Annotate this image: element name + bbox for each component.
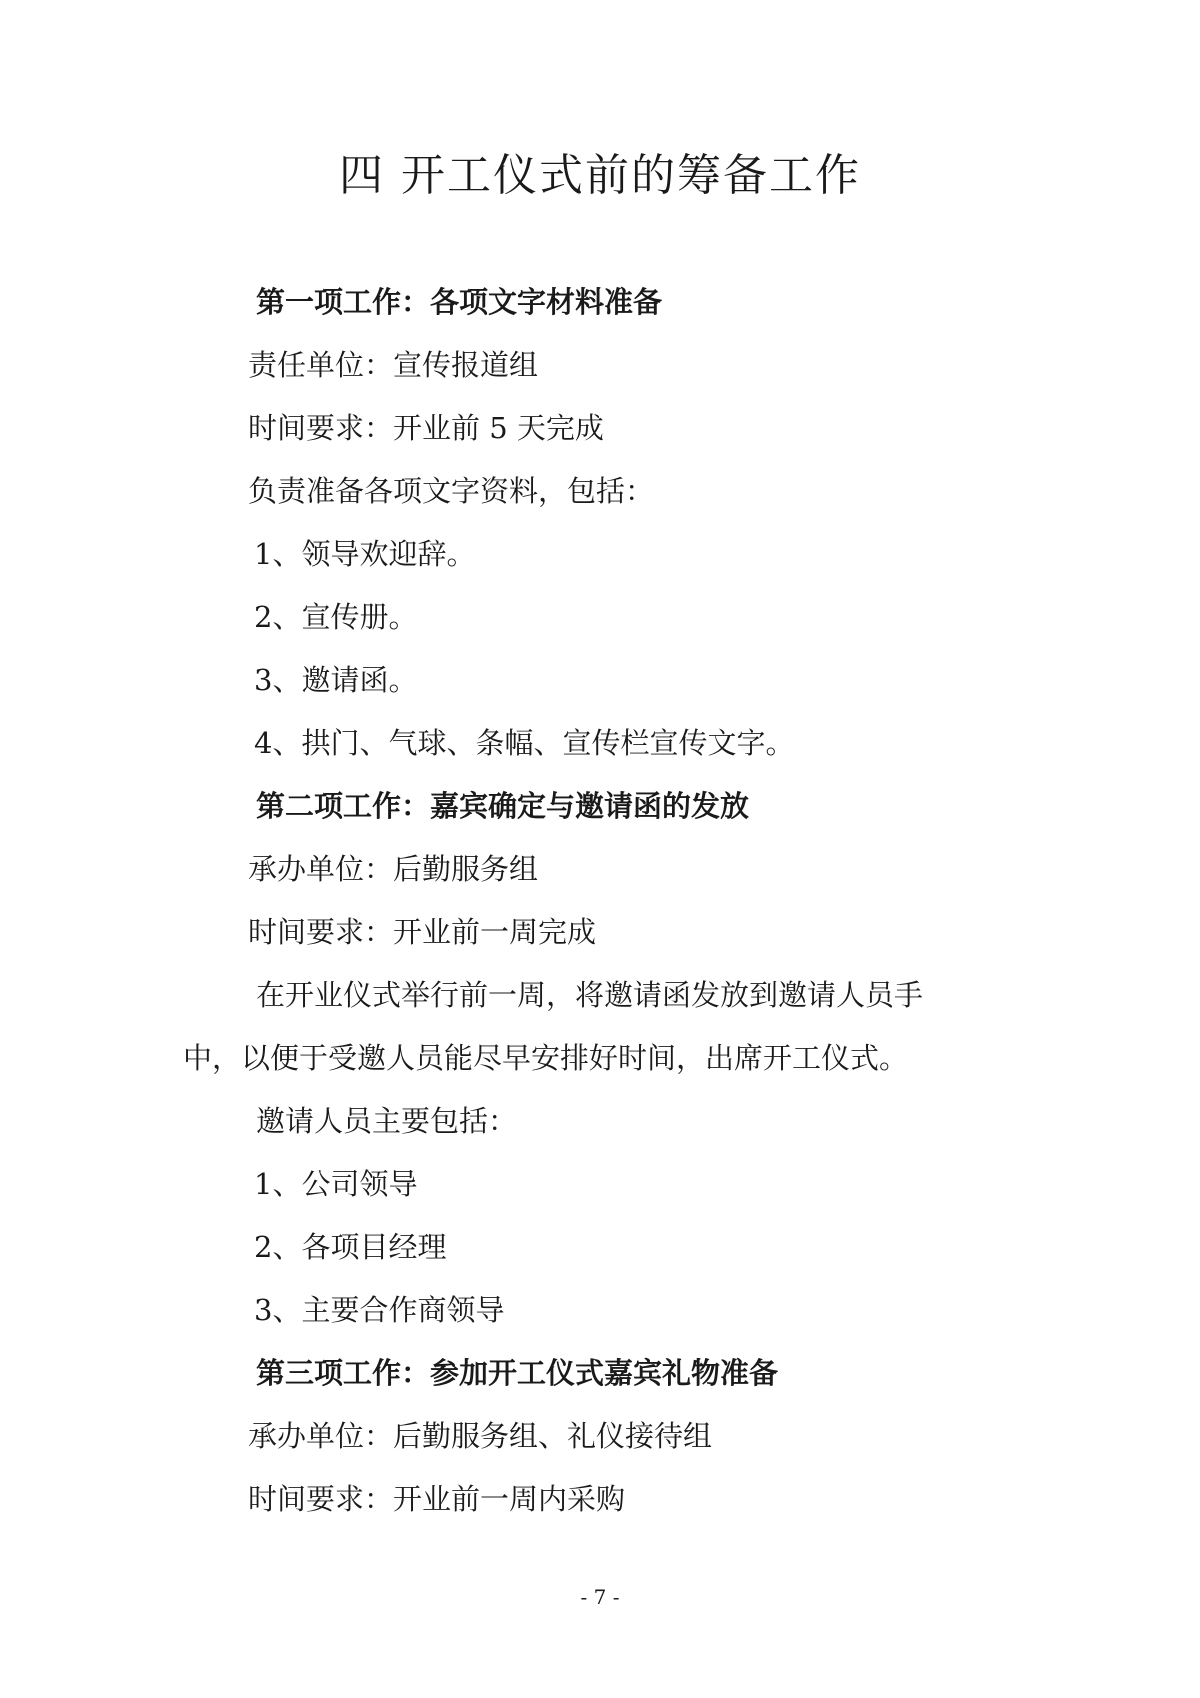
list-item: 1、公司领导 bbox=[254, 1167, 418, 1201]
time-requirement: 时间要求：开业前 5 天完成 bbox=[248, 411, 604, 445]
time-requirement: 时间要求：开业前一周完成 bbox=[248, 915, 597, 949]
paragraph-line: 中，以便于受邀人员能尽早安排好时间，出席开工仪式。 bbox=[183, 1041, 909, 1075]
paragraph-line: 在开业仪式举行前一周，将邀请函发放到邀请人员手 bbox=[256, 978, 924, 1012]
section-intro: 邀请人员主要包括： bbox=[256, 1104, 518, 1138]
list-item: 3、主要合作商领导 bbox=[254, 1293, 505, 1327]
responsible-unit: 承办单位：后勤服务组 bbox=[248, 852, 539, 886]
list-item: 1、领导欢迎辞。 bbox=[254, 537, 476, 571]
time-requirement: 时间要求：开业前一周内采购 bbox=[248, 1482, 626, 1516]
list-item: 3、邀请函。 bbox=[254, 663, 418, 697]
page-number: - 7 - bbox=[580, 1585, 620, 1609]
list-item: 4、拱门、气球、条幅、宣传栏宣传文字。 bbox=[254, 726, 795, 760]
responsible-unit: 责任单位：宣传报道组 bbox=[248, 348, 539, 382]
list-item: 2、各项目经理 bbox=[254, 1230, 447, 1264]
responsible-unit: 承办单位：后勤服务组、礼仪接待组 bbox=[248, 1419, 713, 1453]
section-heading: 第一项工作：各项文字材料准备 bbox=[256, 285, 663, 319]
section-heading: 第三项工作：参加开工仪式嘉宾礼物准备 bbox=[256, 1356, 779, 1390]
list-item: 2、宣传册。 bbox=[254, 600, 418, 634]
section-intro: 负责准备各项文字资料，包括： bbox=[248, 474, 655, 508]
page-title: 四 开工仪式前的筹备工作 bbox=[339, 150, 861, 201]
section-heading: 第二项工作：嘉宾确定与邀请函的发放 bbox=[256, 789, 750, 823]
